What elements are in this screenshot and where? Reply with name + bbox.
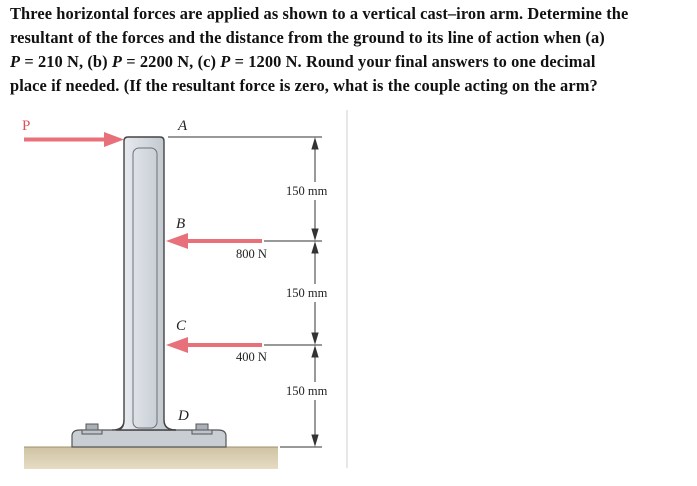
problem-line-3: P = 210 N, (b) P = 2200 N, (c) P = 1200 N. Round your final answers to one decimal xyxy=(10,52,596,71)
label-b: B xyxy=(176,216,186,232)
problem-line-4: place if needed. (If the resultant force is zero, what is the couple acting on the arm? xyxy=(10,76,598,95)
problem-statement xyxy=(10,2,694,98)
right-bolt-icon xyxy=(192,424,212,434)
p-variable: P xyxy=(220,52,231,71)
force-p-arrow xyxy=(24,132,124,147)
dimension-3-label: 150 mm xyxy=(286,384,328,398)
p-variable: P xyxy=(10,52,21,71)
dimension-1-label: 150 mm xyxy=(286,184,328,198)
left-bolt-icon xyxy=(82,424,102,434)
p-variable: P xyxy=(111,52,123,71)
label-p: P xyxy=(22,118,31,134)
dimension-2-label: 150 mm xyxy=(286,286,328,300)
problem-line-2: resultant of the forces and the distance from the ground to its line of action when (a) xyxy=(10,28,605,47)
force-b-value: 800 N xyxy=(236,247,267,261)
vertical-arm xyxy=(116,137,176,430)
label-c: C xyxy=(176,318,187,334)
force-c-value: 400 N xyxy=(236,350,267,364)
ground xyxy=(24,447,278,469)
label-a: A xyxy=(178,118,188,134)
problem-line-1: Three horizontal forces are applied as shown to a vertical cast–iron arm. Determine the xyxy=(10,4,629,23)
label-d: D xyxy=(178,408,189,424)
cast-iron-arm-figure xyxy=(0,108,697,486)
